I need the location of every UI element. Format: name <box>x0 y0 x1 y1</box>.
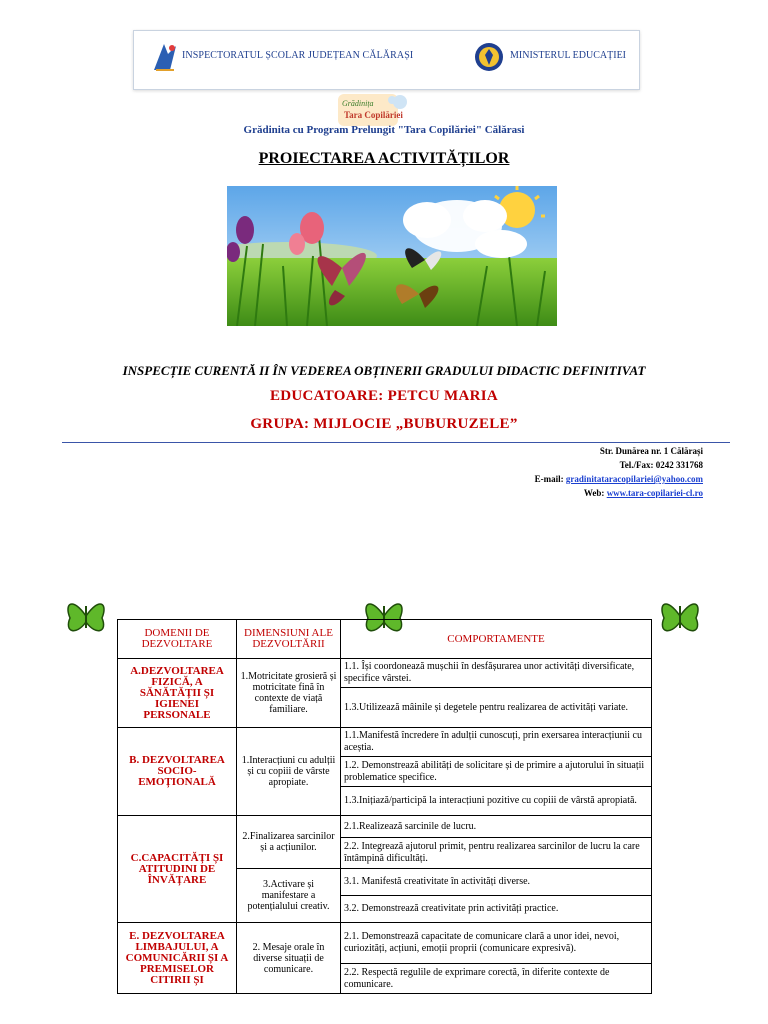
svg-text:Grădinița: Grădinița <box>342 99 374 108</box>
butterfly-icon <box>656 594 704 638</box>
inspection-heading: INSPECȚIE CURENTĂ II ÎN VEDEREA OBȚINERII GRADULUI DIDACTIC DEFINITIVAT <box>122 363 646 378</box>
table-row <box>118 923 652 964</box>
table-row <box>118 728 652 757</box>
dimension-cell: 2.Finalizarea sarcinilor și a acțiunilor. <box>237 816 341 869</box>
email-label: E-mail: <box>534 474 566 484</box>
dimension-cell: 2. Mesaje orale în diverse situații de comunicare. <box>237 923 341 994</box>
behaviour-cell: 1.1. Își coordonează mușchii în desfășurarea unor activități diversificate, specifice vârstei. <box>341 659 652 688</box>
contact-web <box>584 488 703 498</box>
isj-logo <box>150 40 180 74</box>
web-label: Web: <box>583 488 607 498</box>
header-dimensions: DIMENSIUNI ALE DEZVOLTĂRII <box>237 620 341 659</box>
behaviour-cell: 1.3.Inițiază/participă la interacțiuni pozitive cu copiii de vârstă apropiată. <box>341 787 652 816</box>
contact-email <box>535 474 703 484</box>
domain-cell: E. DEZVOLTAREA LIMBAJULUI, A COMUNICĂRII ȘI A PREMISELOR CITIRII ȘI <box>118 923 237 994</box>
isj-name: INSPECTORATUL ȘCOLAR JUDEȚEAN CĂLĂRAȘI <box>182 50 414 61</box>
header-domains: DOMENII DE DEZVOLTARE <box>118 620 237 659</box>
divider <box>62 442 730 443</box>
behaviour-cell: 2.2. Respectă regulile de exprimare corectă, în diferite contexte de comunicare. <box>341 964 652 994</box>
behaviour-cell: 2.1. Demonstrează capacitate de comunicare clară a unor idei, nevoi, curiozități, acțiuni, emoții proprii (comunicare expresivă). <box>341 923 652 964</box>
ministry-logo <box>474 42 504 72</box>
behaviour-cell: 1.1.Manifestă încredere în adulții cunoscuți, prin exersarea interacțiunii cu aceștia. <box>341 728 652 757</box>
spring-illustration <box>227 186 557 326</box>
domain-cell: A.DEZVOLTAREA FIZICĂ, A SĂNĂTĂȚII ȘI IGIENEI PERSONALE <box>118 659 237 728</box>
dimension-cell: 1.Interacțiuni cu adulții și cu copiii de vârste apropiate. <box>237 728 341 816</box>
butterfly-icon <box>62 594 110 638</box>
table-row <box>118 659 652 688</box>
email-link[interactable]: gradinitataracopilariei@yahoo.com <box>565 474 703 484</box>
page-title: PROIECTAREA ACTIVITĂȚILOR <box>258 150 510 167</box>
behaviour-cell: 2.2. Integrează ajutorul primit, pentru realizarea sarcinilor de lucru la care întâmpină dificultăți. <box>341 838 652 869</box>
behaviour-cell: 2.1.Realizează sarcinile de lucru. <box>341 816 652 838</box>
kindergarten-name: Grădinita cu Program Prelungit "Tara Copilăriei" Călărasi <box>243 124 525 136</box>
web-link[interactable]: www.tara-copilariei-cl.ro <box>606 488 703 498</box>
development-table <box>117 619 652 994</box>
group-name: GRUPA: MIJLOCIE „BUBURUZELE” <box>250 416 518 432</box>
behaviour-cell: 3.2. Demonstrează creativitate prin activități practice. <box>341 896 652 923</box>
contact-phone: Tel./Fax: 0242 331768 <box>619 460 703 470</box>
domain-cell: C.CAPACITĂȚI ȘI ATITUDINI DE ÎNVĂȚARE <box>118 816 237 923</box>
ministry-name: MINISTERUL EDUCAȚIEI <box>510 50 627 61</box>
dimension-cell: 3.Activare și manifestare a potențialului creativ. <box>237 869 341 923</box>
behaviour-cell: 1.3.Utilizează mâinile și degetele pentru realizarea de activități variate. <box>341 688 652 728</box>
teacher-name: EDUCATOARE: PETCU MARIA <box>269 388 499 404</box>
table-header-row <box>118 620 652 659</box>
svg-text:Tara Copilăriei: Tara Copilăriei <box>344 110 403 120</box>
dimension-cell: 1.Motricitate grosieră și motricitate fină în contexte de viață familiare. <box>237 659 341 728</box>
behaviour-cell: 1.2. Demonstrează abilități de solicitare și de primire a ajutorului în situații problematice specifice. <box>341 757 652 787</box>
behaviour-cell: 3.1. Manifestă creativitate în activități diverse. <box>341 869 652 896</box>
kindergarten-logo <box>334 92 412 128</box>
domain-cell: B. DEZVOLTAREA SOCIO-EMOȚIONALĂ <box>118 728 237 816</box>
header-behaviours: COMPORTAMENTE <box>341 620 652 659</box>
contact-address: Str. Dunărea nr. 1 Călărași <box>599 446 703 456</box>
table-row <box>118 816 652 838</box>
